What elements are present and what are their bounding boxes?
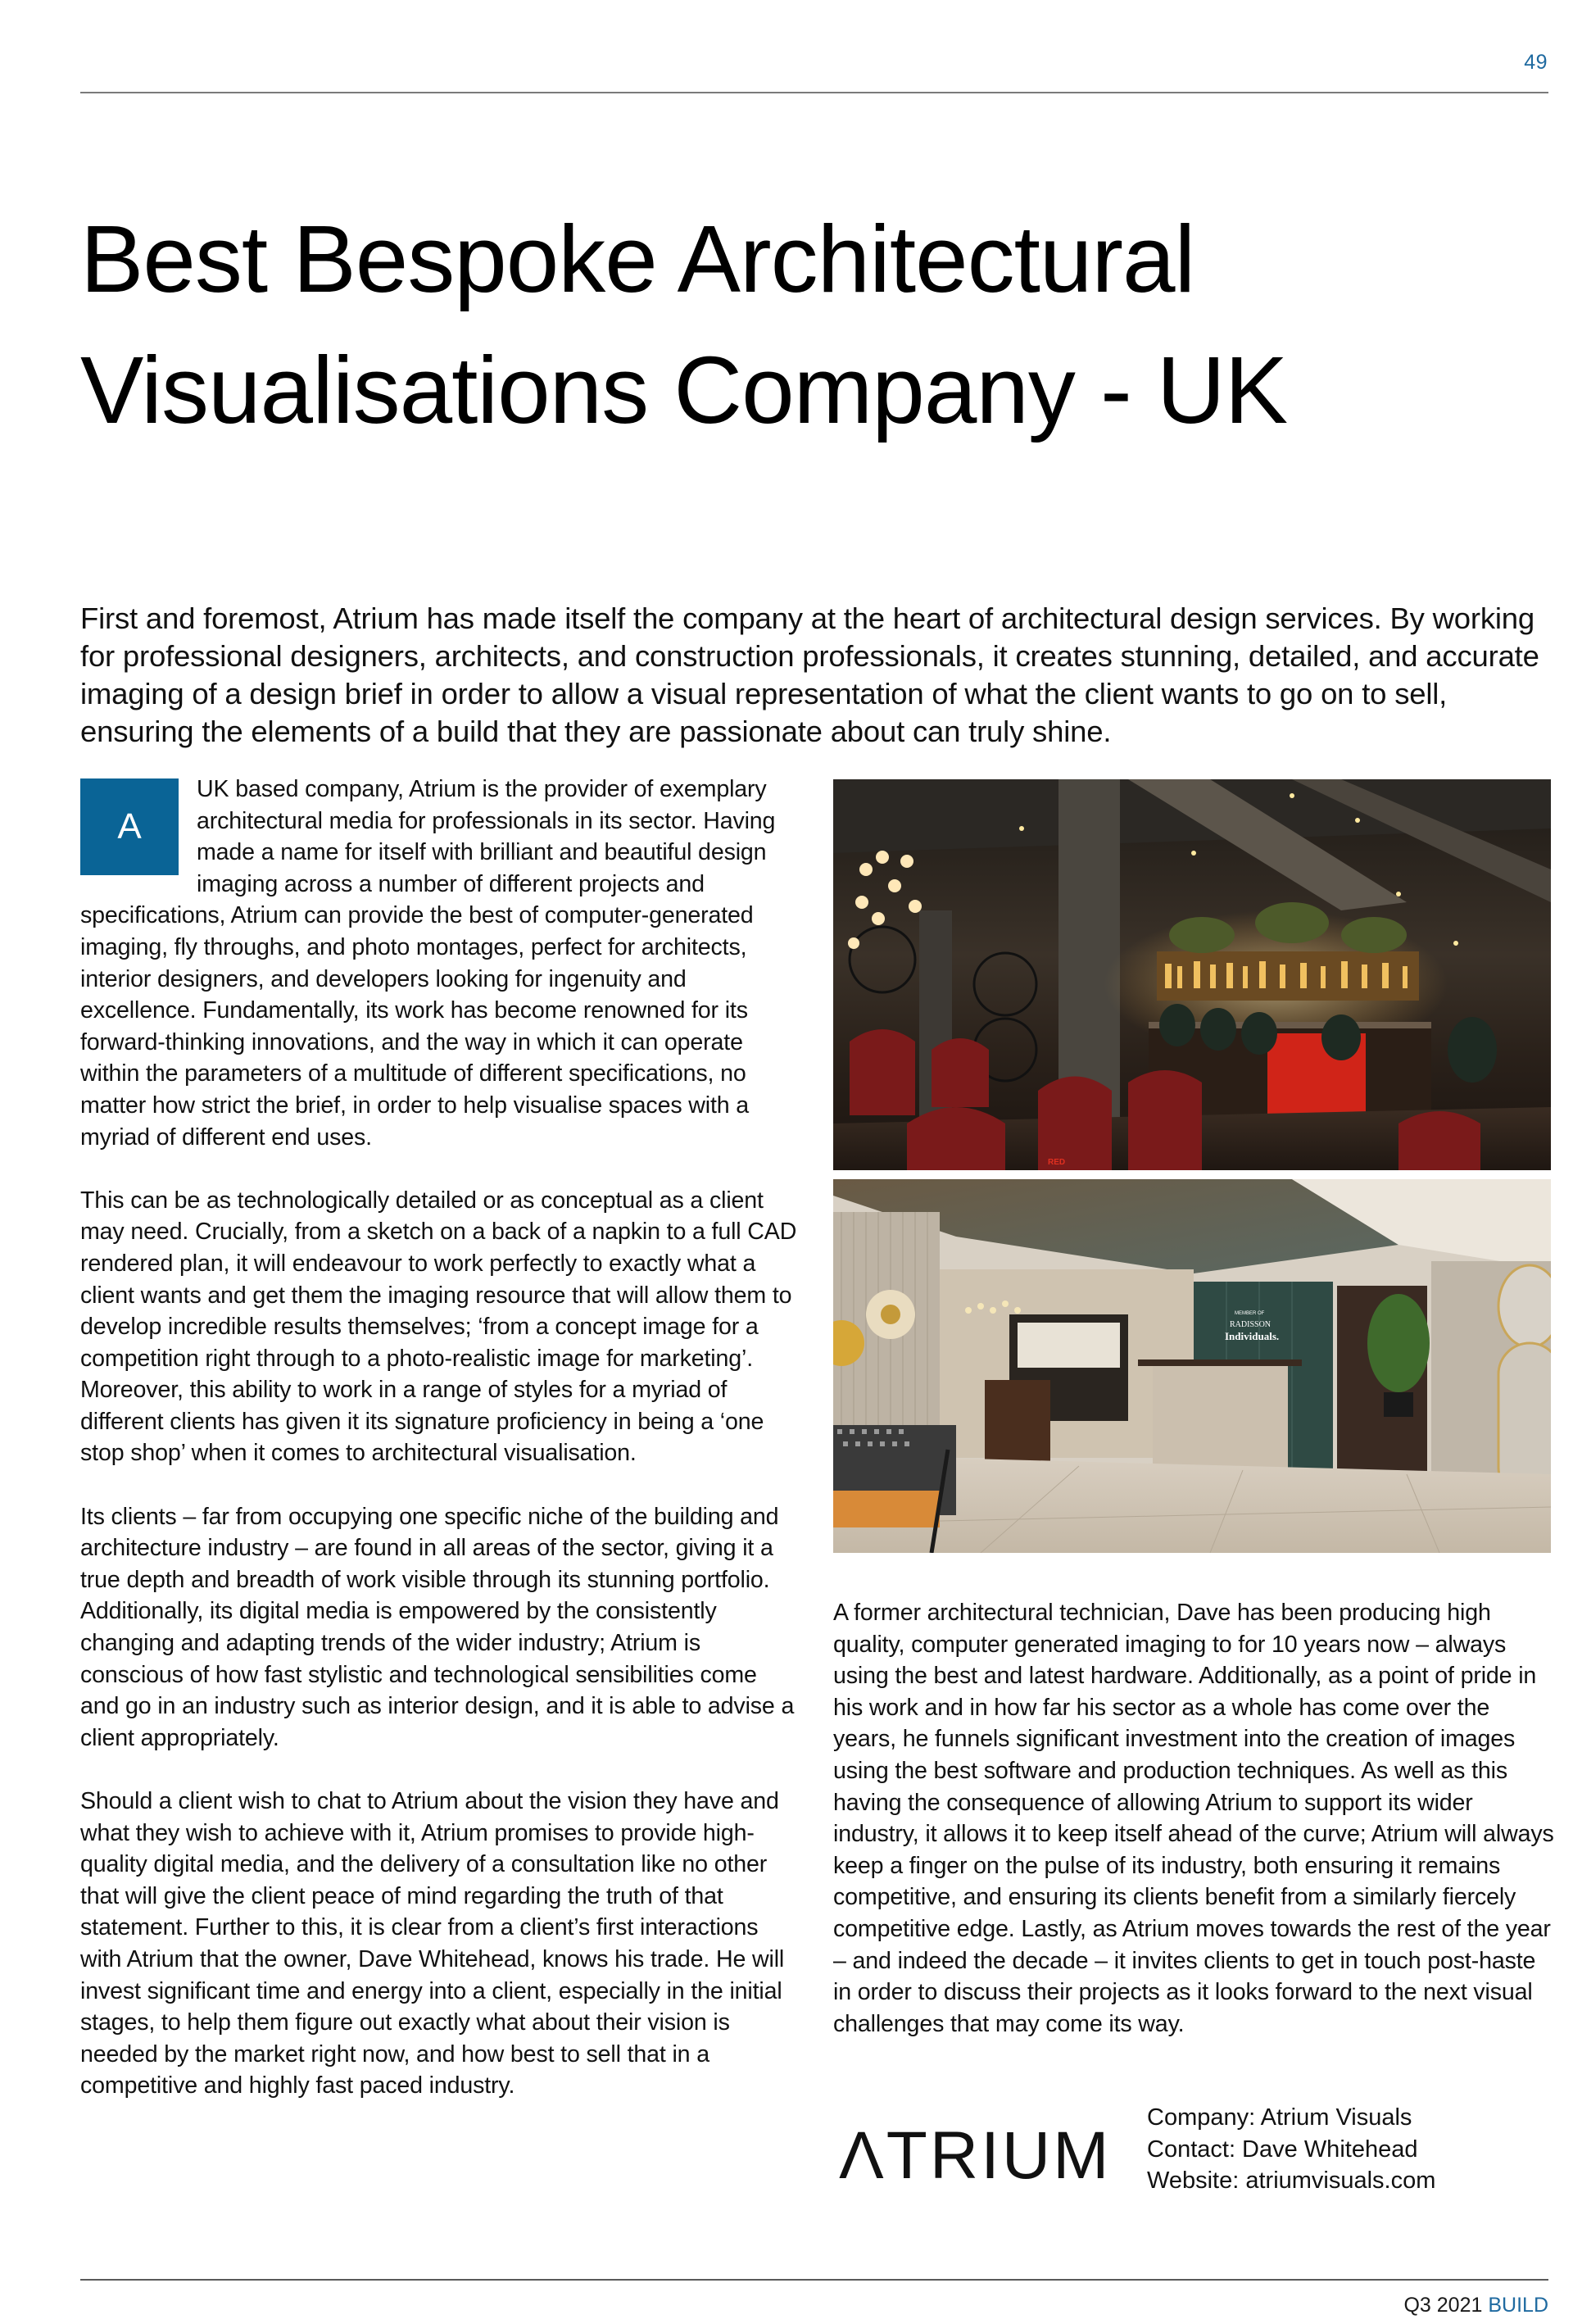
left-column	[80, 774, 801, 2102]
lobby-sign-small: MEMBER OF	[1235, 1311, 1265, 1316]
lobby-interior-image	[833, 1179, 1551, 1553]
footer	[1403, 2294, 1548, 2317]
title-line-1: Best Bespoke Architectural	[80, 206, 1195, 312]
title-line-2: Visualisations Company - UK	[80, 337, 1288, 443]
company-contact-box	[1147, 2102, 1435, 2197]
contact-name: Contact: Dave Whitehead	[1147, 2136, 1418, 2163]
body-paragraph-1-text: UK based company, Atrium is the provider of exemplary architectural media for professionals in its sector. Having made a name for itself with brilliant and beautiful design imaging across a number of different projects and specifications, Atrium can provide the best of computer-generated imaging, fly throughs, and photo montages, perfect for architects, interior designers, and developers looking for ingenuity and excellence. Fundamentally, its work has become renowned for its forward-thinking innovations, and the way in which it can operate within the parameters of a multitude of different specifications, no matter how strict the brief, in order to help visualise spaces with a myriad of different end uses.	[80, 776, 776, 1151]
company-name: Company: Atrium Visuals	[1147, 2104, 1412, 2131]
page-number: 49	[1524, 51, 1548, 74]
lobby-sign-line2: Individuals.	[1225, 1330, 1280, 1342]
article-title	[80, 193, 1555, 456]
body-paragraph-1	[80, 774, 801, 1153]
bar-interior-illustration	[833, 779, 1551, 1170]
lobby-sign-line1: RADISSON	[1230, 1320, 1272, 1329]
atrium-logo-a-glyph: Λ	[839, 2118, 886, 2193]
atrium-logo-rest: TRIUM	[886, 2118, 1112, 2193]
body-paragraph-2: This can be as technologically detailed or as conceptual as a client may need. Crucially, from a sketch on a back of a napkin to a full CAD rendered plan, it will endeavour to work perfectly to exactly what a client wants and get them the imaging resource that will allow them to develop incredible results themselves; ‘from a concept image for a competition right through to a photo-realistic image for marketing’. Moreover, this ability to work in a range of styles for a myriad of different clients has given it its signature proficiency in being a ‘one stop shop’ when it comes to architectural visualisation.	[80, 1187, 797, 1467]
right-paragraph-1: A former architectural technician, Dave has been producing high quality, computer generated imaging to for 10 years now – always using the best and latest hardware. Additionally, as a point of pride in his work and in how far his sector as a whole has come over the years, he funnels significant investment into the creation of images using the best software and production techniques. As well as this having the consequence of allowing Atrium to support its wider industry, it allows it to keep itself ahead of the curve; Atrium will always keep a finger on the pulse of its industry, both ensuring it remains competitive, and ensuring its clients benefit from a similarly fiercely competitive edge. Lastly, as Atrium moves towards the rest of the year – and indeed the decade – it invites clients to get in touch post-haste in order to discuss their projects as it looks forward to the next visual challenges that may come its way.	[833, 1600, 1554, 2037]
body-paragraph-4: Should a client wish to chat to Atrium about the vision they have and what they wish to achieve with it, Atrium promises to provide high-quality digital media, and the delivery of a consultation like no other that will give the client peace of mind regarding the truth of that statement. Further to this, it is clear from a client’s first interactions with Atrium that the owner, Dave Whitehead, knows his trade. He will invest significant time and energy into a client, especially in the initial stages, to help them figure out exactly what about their vision is needed by the market right now, and how best to sell that in a competitive and highly fast paced industry.	[80, 1788, 785, 2099]
body-paragraph-3: Its clients – far from occupying one specific niche of the building and architecture industry – are found in all areas of the sector, giving it a true depth and breadth of work visible through its stunning portfolio. Additionally, its digital media is empowered by the consistently changing and adapting trends of the wider industry; Atrium is conscious of how fast stylistic and technological sensibilities come and go in an industry such as interior design, and it is able to advise a client appropriately.	[80, 1503, 795, 1751]
header-rule	[80, 92, 1548, 93]
footer-issue: Q3 2021	[1403, 2294, 1483, 2317]
atrium-logo	[839, 2118, 1112, 2193]
footer-rule	[80, 2279, 1548, 2281]
drop-cap: A	[80, 778, 179, 875]
company-website[interactable]: Website: atriumvisuals.com	[1147, 2167, 1436, 2195]
right-column	[833, 1597, 1554, 2040]
bar-sign-text: RED	[1048, 1158, 1066, 1167]
atrium-logo-text	[839, 2118, 1111, 2193]
footer-brand: BUILD	[1488, 2294, 1548, 2317]
lobby-interior-illustration	[833, 1179, 1551, 1553]
bar-interior-image	[833, 779, 1551, 1170]
intro-paragraph: First and foremost, Atrium has made itself the company at the heart of architectural design services. By working for professional designers, architects, and construction professionals, it creates stunning, detailed, and accurate imaging of a design brief in order to allow a visual representation of what the client wants to go on to sell, ensuring the elements of a build that they are passionate about can truly shine.	[80, 601, 1539, 748]
